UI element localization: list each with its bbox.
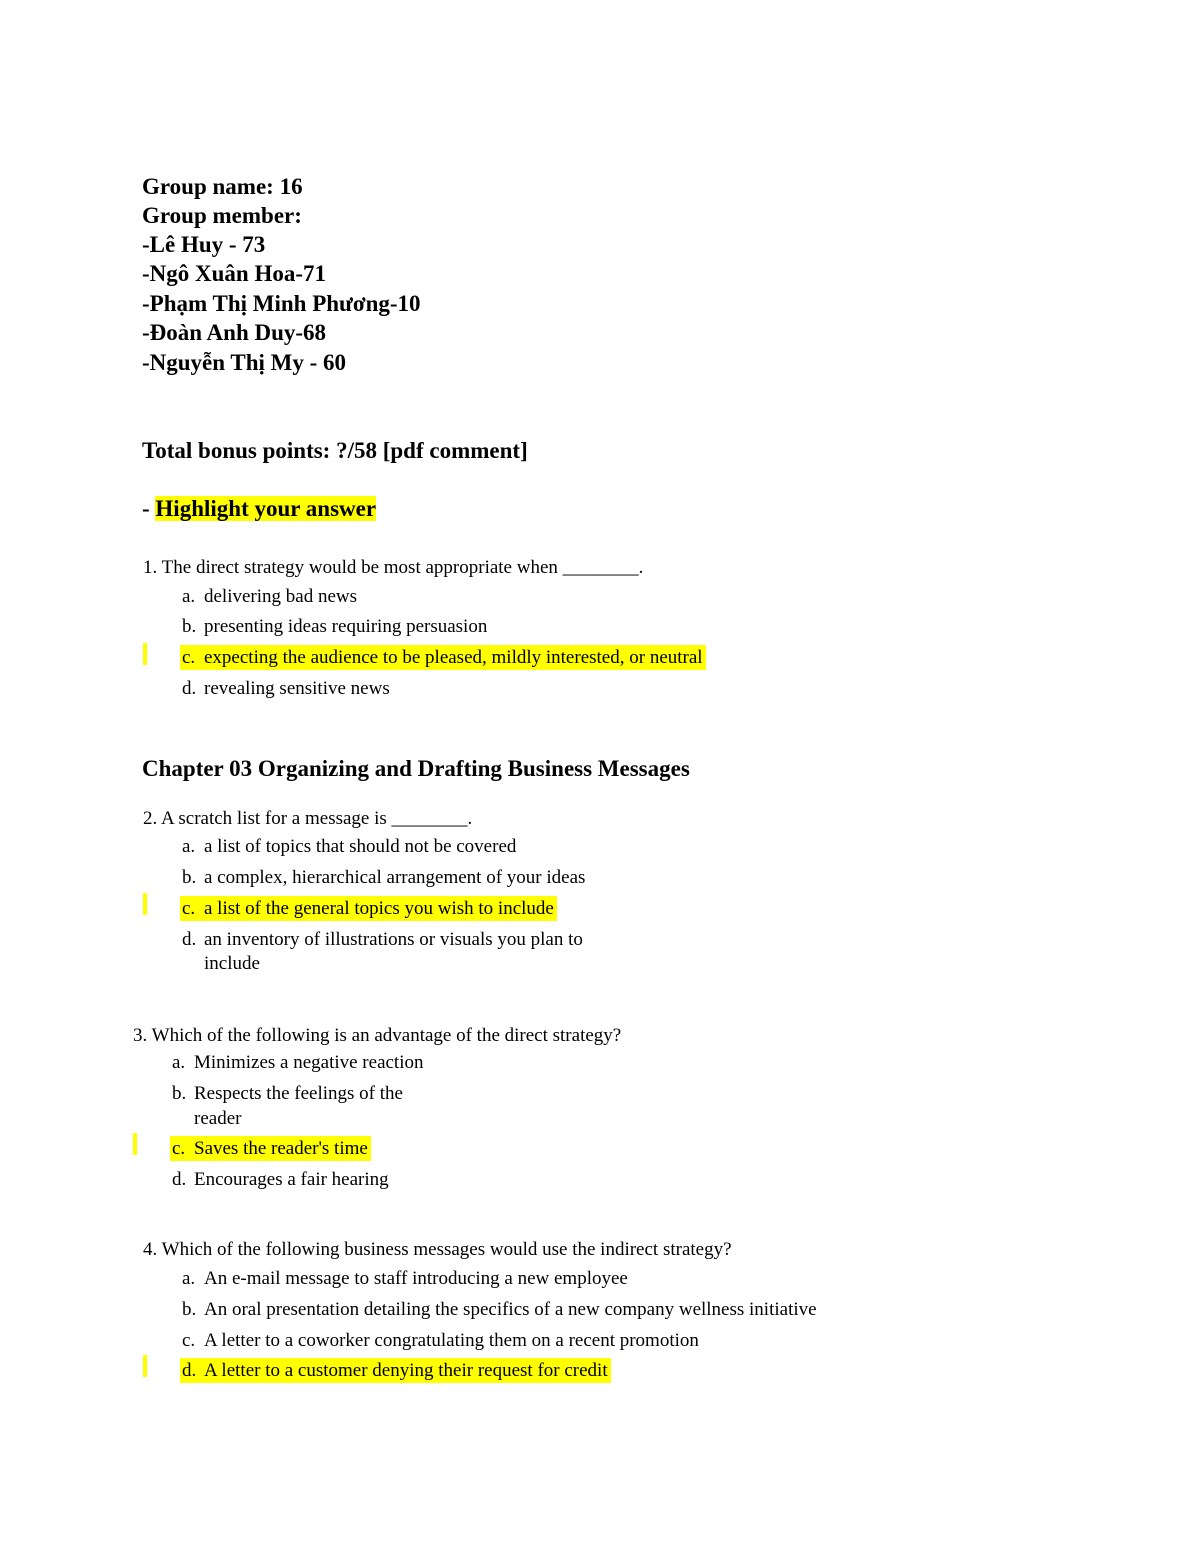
option-letter: c. bbox=[172, 1138, 186, 1159]
instruction-line bbox=[142, 494, 376, 523]
q3-option-a bbox=[172, 1051, 424, 1075]
option-text: delivering bad news bbox=[204, 586, 358, 607]
option-letter: c. bbox=[182, 647, 196, 668]
question-2-text: 2. A scratch list for a message is ________. bbox=[143, 808, 473, 829]
q4-option-b bbox=[182, 1298, 817, 1322]
option-letter: b. bbox=[182, 867, 197, 888]
option-text: Saves the reader's time bbox=[194, 1138, 368, 1159]
option-letter: b. bbox=[182, 616, 197, 637]
q1-option-b bbox=[182, 615, 487, 639]
group-name: Group name: 16 bbox=[142, 174, 303, 199]
instruction-highlight: Highlight your answer bbox=[155, 496, 377, 521]
question-1-text: 1. The direct strategy would be most appropriate when ________. bbox=[143, 557, 644, 578]
option-letter: a. bbox=[182, 586, 196, 607]
q4-option-d-selected bbox=[182, 1359, 611, 1383]
bonus-points: Total bonus points: ?/58 [pdf comment] bbox=[142, 438, 528, 463]
q1-option-c-selected bbox=[182, 646, 706, 670]
answer-marker bbox=[143, 1355, 147, 1377]
option-letter: d. bbox=[182, 929, 197, 950]
answer-highlight bbox=[170, 1136, 371, 1161]
q2-option-a bbox=[182, 835, 516, 859]
q3-option-d bbox=[172, 1168, 389, 1192]
option-text: A letter to a coworker congratulating them on a recent promotion bbox=[204, 1330, 699, 1351]
option-text: An oral presentation detailing the specifics of a new company wellness initiative bbox=[204, 1299, 817, 1320]
option-text: a list of topics that should not be covered bbox=[204, 836, 517, 857]
option-text: an inventory of illustrations or visuals you plan to bbox=[204, 929, 583, 950]
q3-option-b-continued: reader bbox=[194, 1108, 242, 1129]
q2-option-d-continued: include bbox=[204, 953, 260, 974]
chapter-title: Chapter 03 Organizing and Drafting Business Messages bbox=[142, 756, 690, 781]
option-text: Respects the feelings of the bbox=[194, 1083, 403, 1104]
question-3-text: 3. Which of the following is an advantage of the direct strategy? bbox=[133, 1025, 622, 1046]
q3-option-b bbox=[172, 1082, 403, 1106]
option-letter: c. bbox=[182, 898, 196, 919]
option-letter: b. bbox=[172, 1083, 187, 1104]
instruction-dash: - bbox=[142, 496, 156, 521]
q4-option-a bbox=[182, 1267, 628, 1291]
member-item: -Lê Huy - 73 bbox=[142, 232, 266, 257]
option-letter: a. bbox=[182, 836, 196, 857]
option-letter: d. bbox=[182, 678, 197, 699]
option-text: a complex, hierarchical arrangement of your ideas bbox=[204, 867, 586, 888]
option-letter: c. bbox=[182, 1330, 196, 1351]
answer-marker bbox=[143, 893, 147, 915]
question-4-text: 4. Which of the following business messages would use the indirect strategy? bbox=[143, 1239, 732, 1260]
answer-highlight bbox=[180, 896, 557, 921]
answer-highlight bbox=[180, 645, 706, 670]
answer-marker bbox=[133, 1133, 137, 1155]
q2-option-c-selected bbox=[182, 897, 557, 921]
option-text: a list of the general topics you wish to include bbox=[204, 898, 554, 919]
q3-option-c-selected bbox=[172, 1137, 371, 1161]
member-item: -Ngô Xuân Hoa-71 bbox=[142, 261, 327, 286]
q4-option-c bbox=[182, 1329, 699, 1353]
q2-option-b bbox=[182, 866, 585, 890]
option-letter: d. bbox=[182, 1360, 197, 1381]
option-text: Encourages a fair hearing bbox=[194, 1169, 389, 1190]
option-text: A letter to a customer denying their request for credit bbox=[204, 1360, 608, 1381]
answer-highlight bbox=[180, 1358, 611, 1383]
group-member-label: Group member: bbox=[142, 203, 302, 228]
answer-marker bbox=[143, 643, 147, 665]
option-letter: a. bbox=[172, 1052, 186, 1073]
option-letter: a. bbox=[182, 1268, 196, 1289]
option-letter: d. bbox=[172, 1169, 187, 1190]
q2-option-d bbox=[182, 928, 583, 952]
option-text: An e-mail message to staff introducing a new employee bbox=[204, 1268, 628, 1289]
option-letter: b. bbox=[182, 1299, 197, 1320]
option-text: presenting ideas requiring persuasion bbox=[204, 616, 488, 637]
member-item: -Phạm Thị Minh Phương-10 bbox=[142, 291, 421, 316]
member-item: -Nguyễn Thị My - 60 bbox=[142, 350, 347, 375]
option-text: expecting the audience to be pleased, mildly interested, or neutral bbox=[204, 647, 703, 668]
member-item: -Đoàn Anh Duy-68 bbox=[142, 320, 327, 345]
option-text: revealing sensitive news bbox=[204, 678, 390, 699]
option-text: Minimizes a negative reaction bbox=[194, 1052, 424, 1073]
q1-option-d bbox=[182, 677, 390, 701]
q1-option-a bbox=[182, 585, 357, 609]
